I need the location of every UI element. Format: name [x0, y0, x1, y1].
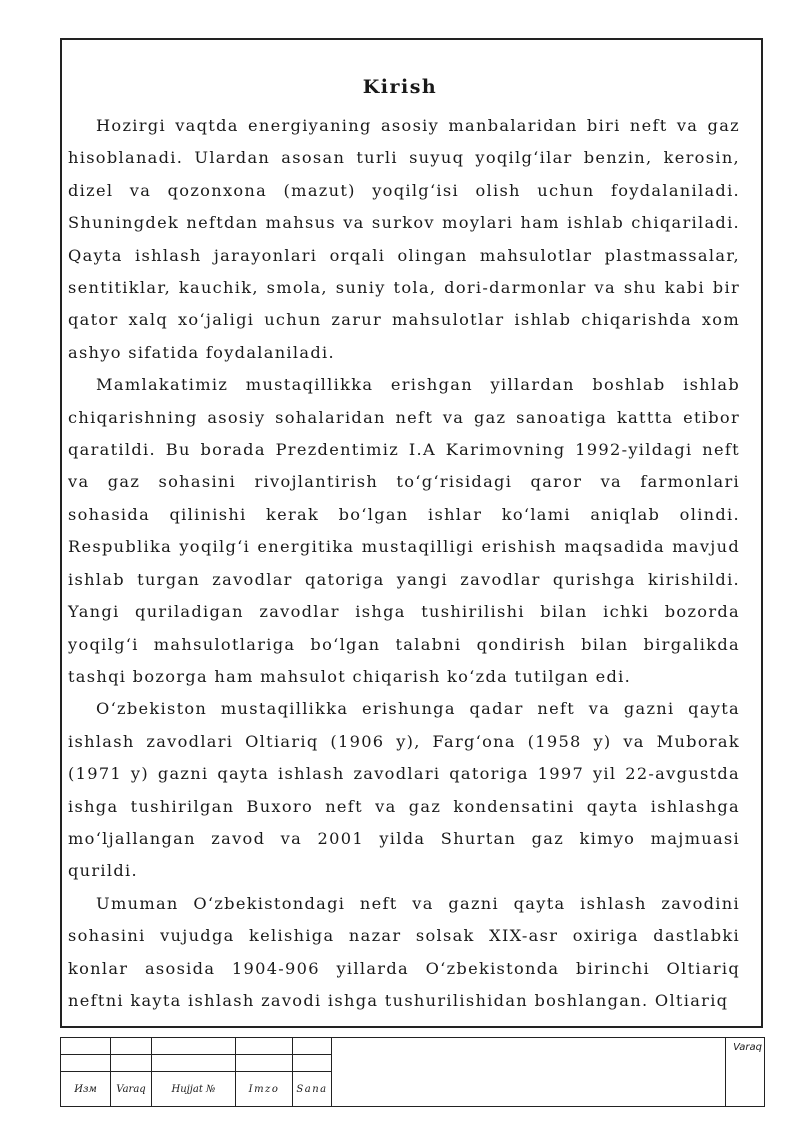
stamp-cell	[61, 1038, 111, 1055]
stamp-varaq-label: Varaq	[111, 1072, 152, 1107]
stamp-cell	[293, 1038, 332, 1055]
paragraph: O‘zbekiston mustaqillikka erishunga qadar neft va gazni qayta ishlash zavodlari Oltiariq (1906 y), Farg‘ona (1958 y) va Muborak (1971 y) gazni qayta ishlash zavodlari qatoriga 1997 yil 22-avgustda ishga tushirilgan Buxoro neft va gaz kondensatini qayta ishlashga mo‘ljallangan zavod va 2001 yilda Shurtan gaz kimyo majmuasi qurildi.	[68, 699, 740, 881]
paragraph: Hozirgi vaqtda energiyaning asosiy manbalaridan biri neft va gaz hisoblanadi. Ulardan asosan turli suyuq yoqilg‘ilar benzin, kerosin, dizel va qozonxona (mazut) yoqilg‘isi olish uchun foydalaniladi. Shuningdek neftdan mahsus va surkov moylari ham ishlab chiqariladi. Qayta ishlash jarayonlari orqali olingan mahsulotlar plastmassalar, sentitiklar, kauchik, smola, suniy tola, dori-darmonlar va shu kabi bir qator xalq xo‘jaligi uchun zarur mahsulotlar ishlab chiqarishda xom ashyo sifatida foydalaniladi.	[68, 116, 740, 362]
stamp-cell	[152, 1055, 236, 1072]
stamp-main-cell	[332, 1038, 726, 1107]
title-block-table	[60, 1037, 765, 1107]
stamp-izm-label: Изм	[61, 1072, 111, 1107]
stamp-cell	[236, 1038, 293, 1055]
stamp-cell	[111, 1038, 152, 1055]
stamp-cell	[293, 1055, 332, 1072]
body-text	[68, 110, 740, 1017]
stamp-hujjat-label: Hujjat №	[152, 1072, 236, 1107]
stamp-cell	[236, 1055, 293, 1072]
stamp-imzo-label: Imzo	[236, 1072, 293, 1107]
stamp-cell	[152, 1038, 236, 1055]
paragraph: Mamlakatimiz mustaqillikka erishgan yillardan boshlab ishlab chiqarishning asosiy sohalaridan neft va gaz sanoatiga kattta etibor qaratildi. Bu borada Prezdentimiz I.A Karimovning 1992-yildagi neft va gaz sohasini rivojlantirish to‘g‘risidagi qaror va farmonlari sohasida qilinishi kerak bo‘lgan ishlar ko‘lami aniqlab olindi. Respublika yoqilg‘i energitika mustaqilligi erishish maqsadida mavjud ishlab turgan zavodlar qatoriga yangi zavodlar qurishga kirishildi. Yangi quriladigan zavodlar ishga tushirilishi bilan ichki bozorda yoqilg‘i mahsulotlariga bo‘lgan talabni qondirish bilan birgalikda tashqi bozorga ham mahsulot chiqarish ko‘zda tutilgan edi.	[68, 375, 740, 686]
stamp-sheet-label: Varaq	[726, 1038, 765, 1107]
title-block	[60, 1037, 765, 1107]
stamp-sana-label: Sana	[293, 1072, 332, 1107]
paragraph: Umuman O‘zbekistondagi neft va gazni qayta ishlash zavodini sohasini vujudga kelishiga nazar solsak XIX-asr oxiriga dastlabki konlar asosida 1904-906 yillarda O‘zbekistonda birinchi Oltiariq neftni kayta ishlash zavodi ishga tushurilishidan boshlangan. Oltiariq	[68, 893, 740, 1010]
stamp-cell	[111, 1055, 152, 1072]
stamp-cell	[61, 1055, 111, 1072]
page-title: Kirish	[362, 76, 438, 98]
